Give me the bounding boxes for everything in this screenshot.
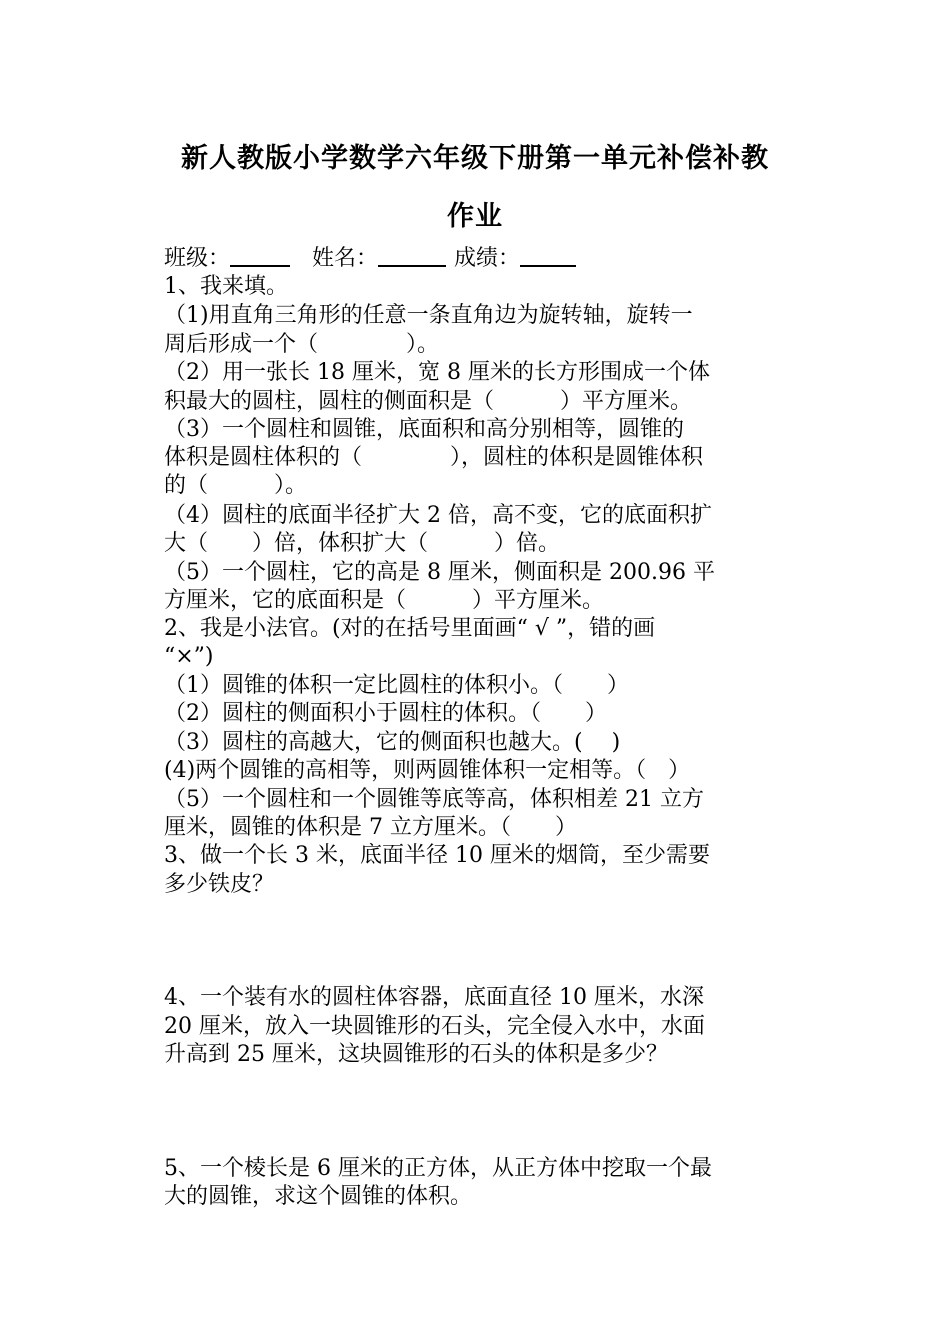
question-line: （1)用直角三角形的任意一条直角边为旋转轴，旋转一 <box>164 303 693 328</box>
section-1-heading: 1、我来填。 <box>164 274 288 299</box>
section-3-question: 3、做一个长 3 米，底面半径 10 厘米的烟筒，至少需要 <box>164 843 710 868</box>
question-line: （3）一个圆柱和圆锥，底面积和高分别相等，圆锥的 <box>164 417 684 442</box>
class-blank <box>230 245 290 267</box>
question-line: 大（ ）倍，体积扩大（ ）倍。 <box>164 531 561 556</box>
question-line: （2）用一张长 18 厘米，宽 8 厘米的长方形围成一个体 <box>164 360 710 385</box>
section-2-heading-cont: “×”) <box>164 644 214 669</box>
document-title-line-2: 作业 <box>447 201 503 232</box>
section-2-heading: 2、我是小法官。(对的在括号里面画“ √ ”，错的画 <box>164 616 656 641</box>
score-label: 成绩： <box>454 246 521 271</box>
name-label: 姓名： <box>312 246 379 271</box>
judgement-line: 厘米，圆锥的体积是 7 立方厘米。（ ） <box>164 815 577 840</box>
question-line: （4）圆柱的底面半径扩大 2 倍，高不变，它的底面积扩 <box>164 503 712 528</box>
score-blank <box>520 245 576 267</box>
question-line: 周后形成一个（ ）。 <box>164 332 440 357</box>
judgement-line: （5）一个圆柱和一个圆锥等底等高，体积相差 21 立方 <box>164 787 704 812</box>
section-3-question: 多少铁皮？ <box>164 872 275 897</box>
question-line: 的（ ）。 <box>164 473 308 498</box>
section-4-question: 升高到 25 厘米，这块圆锥形的石头的体积是多少？ <box>164 1042 668 1067</box>
question-line: 积最大的圆柱，圆柱的侧面积是（ ）平方厘米。 <box>164 389 693 414</box>
name-blank <box>378 245 446 267</box>
question-line: 方厘米，它的底面积是（ ）平方厘米。 <box>164 588 605 613</box>
class-label: 班级： <box>164 246 231 271</box>
student-info-row <box>164 245 789 273</box>
judgement-line: （3）圆柱的高越大，它的侧面积也越大。( ) <box>164 730 621 755</box>
judgement-line: （2）圆柱的侧面积小于圆柱的体积。（ ） <box>164 701 607 726</box>
document-title-line-1: 新人教版小学数学六年级下册第一单元补偿补教 <box>181 143 769 174</box>
section-5-question: 大的圆锥，求这个圆锥的体积。 <box>164 1184 473 1209</box>
section-4-question: 20 厘米，放入一块圆锥形的石头，完全侵入水中，水面 <box>164 1014 705 1039</box>
judgement-line: (4)两个圆锥的高相等，则两圆锥体积一定相等。（ ） <box>164 758 691 783</box>
section-4-question: 4、一个装有水的圆柱体容器，底面直径 10 厘米，水深 <box>164 985 704 1010</box>
question-line: 体积是圆柱体积的（ ），圆柱的体积是圆锥体积 <box>164 445 704 470</box>
question-line: （5）一个圆柱，它的高是 8 厘米，侧面积是 200.96 平 <box>164 560 715 585</box>
section-5-question: 5、一个棱长是 6 厘米的正方体，从正方体中挖取一个最 <box>164 1156 712 1181</box>
judgement-line: （1）圆锥的体积一定比圆柱的体积小。（ ） <box>164 673 629 698</box>
